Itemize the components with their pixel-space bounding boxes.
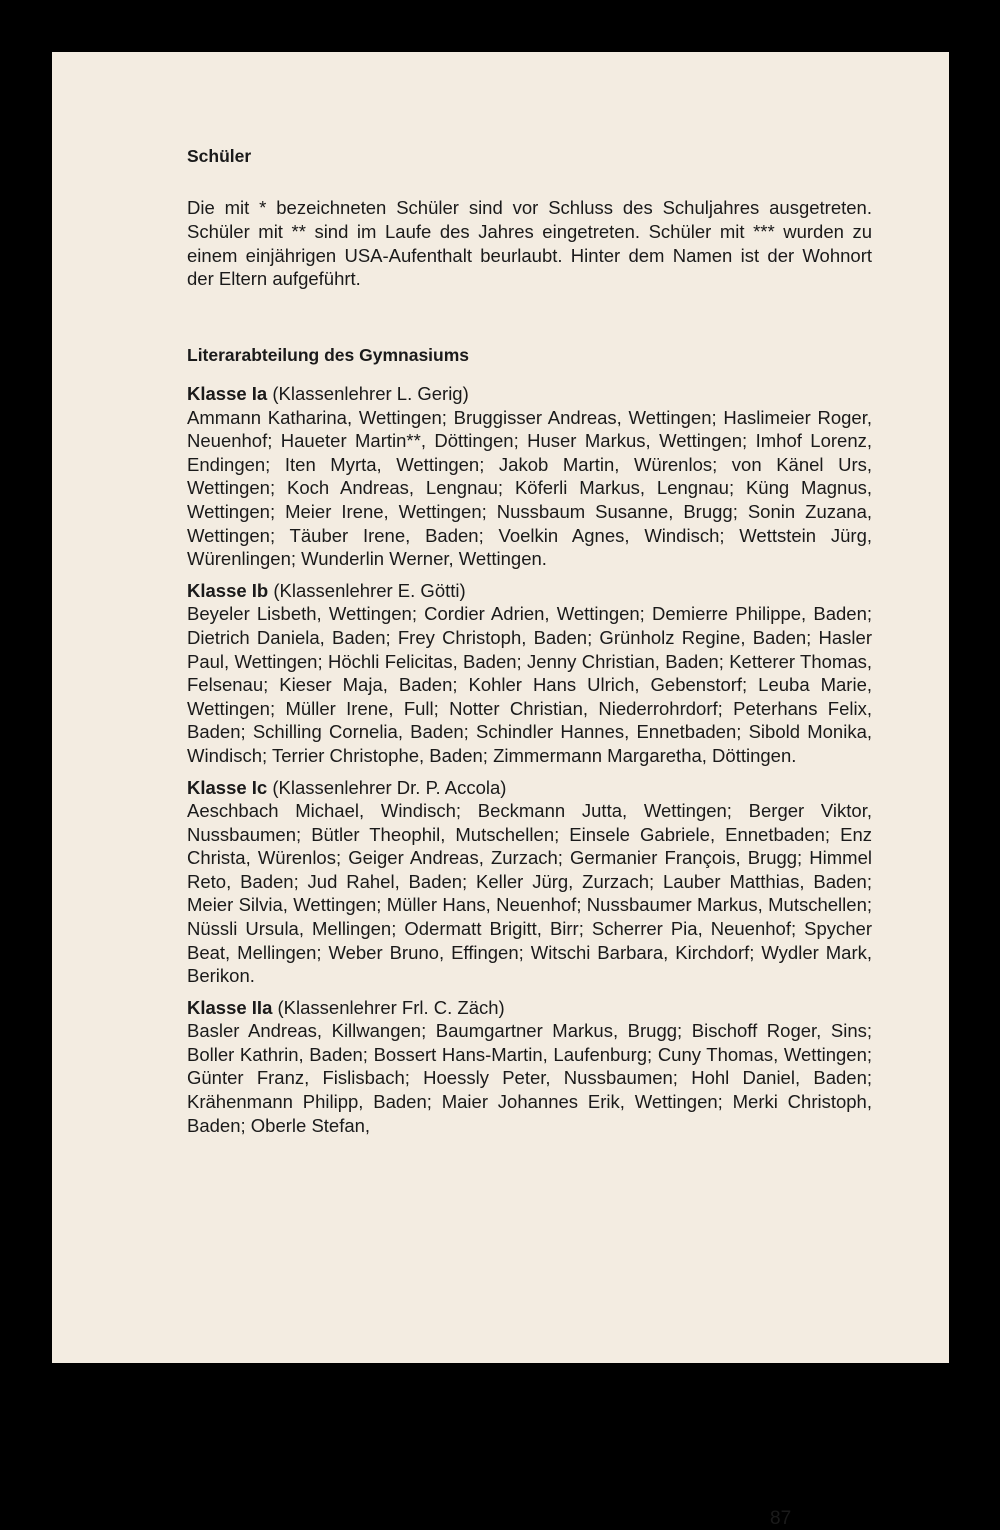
class-header <box>187 382 872 406</box>
page-heading: Schüler <box>187 146 252 166</box>
class-block-ia <box>187 382 872 571</box>
class-header <box>187 996 872 1020</box>
class-name: Klasse IIa <box>187 996 273 1018</box>
class-name: Klasse Ib <box>187 579 269 601</box>
class-block-ic <box>187 776 872 988</box>
section-title: Literarabteilung des Gymnasiums <box>187 345 470 366</box>
class-name: Klasse Ia <box>187 383 268 405</box>
class-teacher: (Klassenlehrer Dr. P. Accola) <box>272 776 507 798</box>
class-students: Aeschbach Michael, Windisch; Beckmann Jutta, Wettingen; Berger Viktor, Nussbaumen; Bütler Theophil, Mutschellen; Einsele Gabriele, Ennetbaden; Enz Christa, Würenlos; Geiger Andreas, Zurzach; Germanier François, Brugg; Himmel Reto, Baden; Jud Rahel, Baden; Keller Jürg, Zurzach; Lauber Matthias, Baden; Meier Silvia, Wettingen; Müller Hans, Neuenhof; Nussbaumer Markus, Mutschellen; Nüssli Ursula, Mellingen; Odermatt Brigitt, Birr; Scherrer Pia, Neuenhof; Spycher Beat, Mellingen; Weber Bruno, Effingen; Witschi Barbara, Kirchdorf; Wydler Mark, Berikon. <box>187 800 872 987</box>
page-number: 87 <box>770 1508 792 1529</box>
class-students: Beyeler Lisbeth, Wettingen; Cordier Adrien, Wettingen; Demierre Philippe, Baden; Dietrich Daniela, Baden; Frey Christoph, Baden; Grünholz Regine, Baden; Hasler Paul, Wettingen; Höchli Felicitas, Baden; Jenny Christian, Baden; Ketterer Thomas, Felsenau; Kieser Maja, Baden; Kohler Hans Ulrich, Gebenstorf; Leuba Marie, Wettingen; Müller Irene, Full; Notter Christian, Niederrohrdorf; Peterhans Felix, Baden; Schilling Cornelia, Baden; Schindler Hannes, Ennetbaden; Sibold Monika, Windisch; Terrier Christophe, Baden; Zimmermann Margaretha, Döttingen. <box>187 603 872 766</box>
page-content <box>187 144 872 1137</box>
intro-paragraph: Die mit * bezeichneten Schüler sind vor Schluss des Schuljahres ausgetreten. Schüler mit ** sind im Laufe des Jahres eingetreten. Schüler mit *** wurden zu einem einjährigen USA-Aufenthalt beurlaubt. Hinter dem Namen ist der Wohnort der Eltern aufgeführt. <box>187 197 872 290</box>
class-name: Klasse Ic <box>187 776 268 798</box>
class-block-ib <box>187 579 872 768</box>
class-header <box>187 579 872 603</box>
class-block-iia <box>187 996 872 1137</box>
class-teacher: (Klassenlehrer Frl. C. Zäch) <box>277 996 505 1018</box>
class-teacher: (Klassenlehrer E. Götti) <box>273 579 466 601</box>
class-header <box>187 776 872 800</box>
class-students: Ammann Katharina, Wettingen; Bruggisser Andreas, Wettingen; Haslimeier Roger, Neuenhof; Haueter Martin**, Döttingen; Huser Markus, Wettingen; Imhof Lorenz, Endingen; Iten Myrta, Wettingen; Jakob Martin, Würenlos; von Känel Urs, Wettingen; Koch Andreas, Lengnau; Köferli Markus, Lengnau; Küng Magnus, Wettingen; Meier Irene, Wettingen; Nussbaum Susanne, Brugg; Sonin Zuzana, Wettingen; Täuber Irene, Baden; Voelkin Agnes, Windisch; Wettstein Jürg, Würenlingen; Wunderlin Werner, Wettingen. <box>187 406 872 570</box>
document-page <box>52 52 949 1363</box>
class-students: Basler Andreas, Killwangen; Baumgartner Markus, Brugg; Bischoff Roger, Sins; Boller Kathrin, Baden; Bossert Hans-Martin, Laufenburg; Cuny Thomas, Wettingen; Günter Franz, Fislisbach; Hoessly Peter, Nussbaumen; Hohl Daniel, Baden; Krähenmann Philipp, Baden; Maier Johannes Erik, Wettingen; Merki Christoph, Baden; Oberle Stefan, <box>187 1020 872 1136</box>
class-teacher: (Klassenlehrer L. Gerig) <box>272 383 469 405</box>
